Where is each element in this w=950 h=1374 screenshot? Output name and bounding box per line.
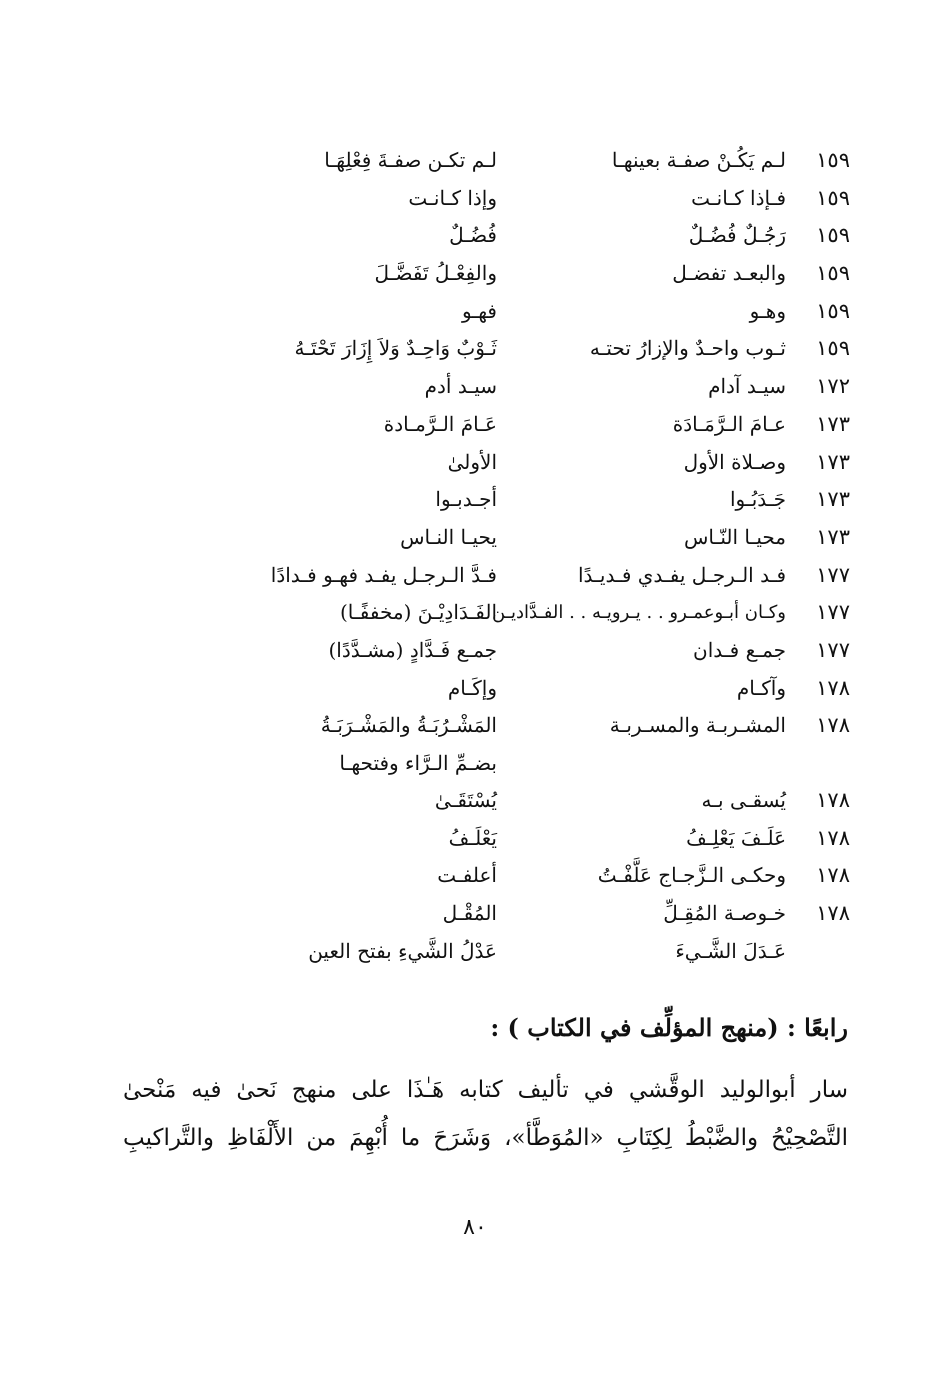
page-ref: ١٥٩	[816, 298, 850, 323]
corrected-text: فهـو	[462, 298, 497, 323]
original-text: فـد الـرجـل يفـدي فـديـدًا	[578, 562, 786, 587]
original-text: عـامَ الـرَّمَـادَة	[672, 411, 786, 436]
original-text: رَجُـلٌ فُضُـلٌ	[688, 223, 786, 248]
corrected-text: عَـامَ الـرَّمـادة	[383, 411, 497, 436]
table-row	[90, 895, 850, 933]
table-row	[90, 330, 850, 368]
table-row	[90, 217, 850, 255]
original-text: المشـربـة والمسـربـة	[609, 713, 786, 738]
original-text: وكـان أبـوعمـرو . . يـرويـه . . الفـدَّاديـن	[492, 602, 786, 624]
table-row	[90, 481, 850, 519]
corrected-text: جمـع فَـدَّادٍ (مشـدَّدًا)	[328, 637, 497, 662]
original-text: جمـع فـدان	[693, 637, 786, 662]
table-row	[90, 519, 850, 557]
body-paragraph	[123, 1066, 848, 1162]
page-ref: ١٧٧	[816, 637, 850, 662]
original-text: ثـوب واحـدٌ والإزارُ تحتـه	[589, 336, 786, 361]
original-text: جَـدَبُـوا	[729, 487, 786, 512]
table-row	[90, 142, 850, 180]
page-ref: ١٧٣	[816, 449, 850, 474]
page-ref: ١٧٨	[816, 901, 850, 926]
corrected-text: فـدَّ الـرجـل يفـد فهـو فـدادًا	[270, 562, 497, 587]
corrected-text: بضـمِّ الـرَّاء وفتحهـا	[339, 751, 497, 775]
page-ref: ١٧٧	[816, 600, 850, 625]
corrected-text: لـم تكـن صفـةَ فِعْلِهَـا	[324, 148, 497, 172]
original-text: والبعـد تفضـل	[672, 261, 786, 286]
page-ref: ١٧٧	[816, 562, 850, 587]
corrected-text: الفَـدَادِيْـنَ (مخففًـا)	[339, 600, 497, 625]
table-row	[90, 594, 850, 632]
corrected-text: وإكَـام	[447, 675, 497, 700]
original-text: عَـدَلَ الشَّـيءَ	[675, 938, 786, 963]
corrected-text: فُضُـلٌ	[449, 223, 497, 248]
table-row	[90, 368, 850, 406]
page-ref: ١٥٩	[816, 148, 850, 172]
section-heading: رابعًا : (منهج المؤلِّف في الكتاب ) :	[490, 1013, 848, 1042]
page-ref: ١٥٩	[816, 223, 850, 248]
paragraph-line: التَّصْحِيْحُ والضَّبْطُ لِكِتَابِ «المُوَطَّأ»، وَشَرَحَ ما أُبْهِمَ من الأَلْفَاظِ والتَّراكيبِ	[123, 1125, 848, 1151]
table-row	[90, 180, 850, 218]
corrected-text: أعلفـت	[437, 863, 497, 888]
original-text: يُسقـى بـه	[701, 788, 786, 812]
page-ref: ١٧٨	[816, 713, 850, 738]
corrected-text: المَشْـرُبَـةُ والمَشْـرَبَـةُ	[320, 713, 497, 738]
table-row	[90, 670, 850, 708]
corrected-text: وإذا كـانـت	[408, 185, 497, 210]
table-row	[90, 557, 850, 595]
page-number: ٨٠	[463, 1215, 487, 1240]
corrected-text: الأولىٰ	[447, 449, 497, 474]
original-text: وآكـام	[736, 675, 786, 700]
table-row	[90, 444, 850, 482]
table-row	[90, 745, 850, 782]
table-row	[90, 255, 850, 293]
corrected-text: يَعْلَـفُ	[448, 825, 497, 850]
original-text: لـم يَكُـنْ صفـة بعينهـا	[611, 148, 786, 172]
corrected-text: المُقْـل	[442, 901, 497, 926]
corrected-text: يُسْتَقَـىٰ	[434, 788, 497, 812]
paragraph-line: سار أبوالوليد الوقَّشي في تأليف كتابه هَـٰذَا على منهج نَحىٰ فيه مَنْحىٰ	[123, 1077, 848, 1103]
page-ref: ١٧٣	[816, 411, 850, 436]
page-ref: ١٧٨	[816, 863, 850, 888]
original-text: عَلَـفَ يَعْلِـفُ	[686, 825, 786, 850]
original-text: وحكـى الـزَّجـاج عَلَّفْـتُ	[597, 863, 786, 888]
original-text: وهـو	[749, 298, 786, 323]
original-text: فـإذا كـانـت	[691, 185, 786, 210]
corrected-text: عَدْلُ الشَّيءِ بفتح العين	[308, 938, 497, 963]
original-text: وصـلاة الأول	[683, 449, 786, 474]
corrected-text: سيـد أدم	[424, 374, 497, 399]
original-text: سيـد آدام	[708, 374, 786, 399]
page-ref: ١٥٩	[816, 185, 850, 210]
page-ref: ١٧٨	[816, 675, 850, 700]
page-ref: ١٥٩	[816, 336, 850, 361]
corrected-text: أجـدبـوا	[435, 487, 497, 512]
table-row	[90, 933, 850, 971]
original-text: محيـا النّـاس	[683, 524, 786, 549]
original-text: خـوصـة المُقِـلِّ	[663, 901, 786, 926]
table-row	[90, 707, 850, 745]
corrected-text: يحيـا النـاس	[400, 524, 497, 549]
table-row	[90, 406, 850, 444]
table-row	[90, 820, 850, 858]
page-ref: ١٧٨	[816, 825, 850, 850]
page-ref: ١٧٢	[816, 374, 850, 399]
page-ref: ١٧٨	[816, 788, 850, 812]
table-row	[90, 632, 850, 670]
table-row	[90, 293, 850, 331]
page-ref: ١٧٣	[816, 487, 850, 512]
table-row	[90, 782, 850, 820]
page-ref: ١٧٣	[816, 524, 850, 549]
table-row	[90, 857, 850, 895]
corrected-text: ثَـوْبٌ وَاحِـدٌ وَلاَ إِزَارَ تَحْتَـهُ	[294, 336, 497, 361]
page-ref: ١٥٩	[816, 261, 850, 286]
corrected-text: والفِعْـلُ تَفَضَّـلَ	[374, 261, 497, 286]
corrections-table	[90, 142, 850, 970]
